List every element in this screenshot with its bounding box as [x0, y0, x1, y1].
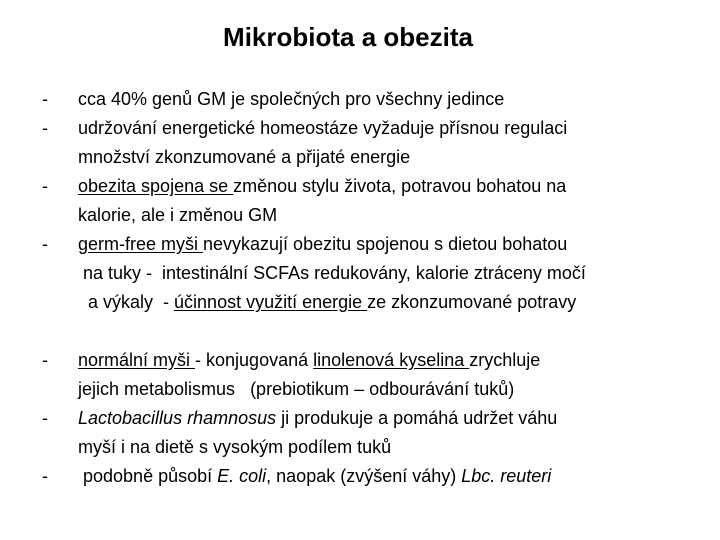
bullet-dash: -: [42, 466, 48, 486]
list-spacer: [42, 317, 712, 346]
text-segment: - konjugovaná: [195, 350, 314, 370]
text-segment: udržování energetické homeostáze vyžaduje přísnou regulaci: [78, 118, 568, 138]
text-segment: nevykazují obezitu spojenou s dietou bohatou: [203, 234, 568, 254]
slide-title-text: Mikrobiota a obezita: [223, 22, 473, 52]
italic-phrase: Lactobacillus rhamnosus: [78, 408, 277, 428]
list-item-text: [78, 114, 712, 172]
italic-phrase: Lbc. reuteri: [461, 466, 552, 486]
list-item: [42, 172, 712, 230]
list-item-text: [78, 230, 712, 317]
list-item: [42, 346, 712, 404]
bullet-dash: -: [42, 89, 48, 109]
text-line: [78, 143, 712, 172]
underlined-phrase: účinnost využití energie: [174, 292, 368, 312]
bullet-dash: -: [42, 350, 48, 370]
text-line: [78, 114, 712, 143]
list-item-text: [78, 85, 712, 114]
text-line: [78, 462, 712, 491]
list-item-text: [78, 462, 712, 491]
text-line: [78, 259, 712, 288]
text-line: [78, 433, 712, 462]
list-item-text: [78, 172, 712, 230]
list-item-text: [78, 404, 712, 462]
list-item: [42, 85, 712, 114]
text-line: [78, 375, 712, 404]
text-segment: ze zkonzumované potravy: [367, 292, 577, 312]
text-line: [78, 346, 712, 375]
underlined-phrase: obezita spojena se: [78, 176, 234, 196]
italic-phrase: E. coli: [217, 466, 267, 486]
text-segment: myší i na dietě s vysokým podílem tuků: [78, 437, 392, 457]
text-line: [78, 288, 712, 317]
underlined-phrase: germ-free myši: [78, 234, 204, 254]
slide-title: [0, 22, 720, 53]
text-segment: změnou stylu života, potravou bohatou na: [233, 176, 567, 196]
list-item: [42, 114, 712, 172]
list-item: [42, 404, 712, 462]
bullet-dash: -: [42, 176, 48, 196]
text-segment: a výkaly -: [78, 292, 175, 312]
text-line: [78, 172, 712, 201]
list-item: [42, 462, 712, 491]
text-segment: podobně působí: [78, 466, 218, 486]
bullet-dash: -: [42, 234, 48, 254]
bullet-dash: -: [42, 408, 48, 428]
text-segment: jejich metabolismus (prebiotikum – odbourávání tuků): [78, 379, 515, 399]
bullet-list: [42, 85, 712, 491]
text-line: [78, 85, 712, 114]
text-segment: ji produkuje a pomáhá udržet váhu: [276, 408, 558, 428]
text-segment: cca 40% genů GM je společných pro všechny jedince: [78, 89, 505, 109]
text-segment: na tuky - intestinální SCFAs redukovány, kalorie ztráceny močí: [78, 263, 586, 283]
text-line: [78, 201, 712, 230]
underlined-phrase: normální myši: [78, 350, 196, 370]
text-line: [78, 404, 712, 433]
text-segment: , naopak (zvýšení váhy): [266, 466, 462, 486]
text-segment: kalorie, ale i změnou GM: [78, 205, 278, 225]
text-segment: zrychluje: [469, 350, 541, 370]
text-segment: množství zkonzumované a přijaté energie: [78, 147, 411, 167]
underlined-phrase: linolenová kyselina: [313, 350, 470, 370]
text-line: [78, 230, 712, 259]
bullet-dash: -: [42, 118, 48, 138]
list-item-text: [78, 346, 712, 404]
list-item: [42, 230, 712, 317]
